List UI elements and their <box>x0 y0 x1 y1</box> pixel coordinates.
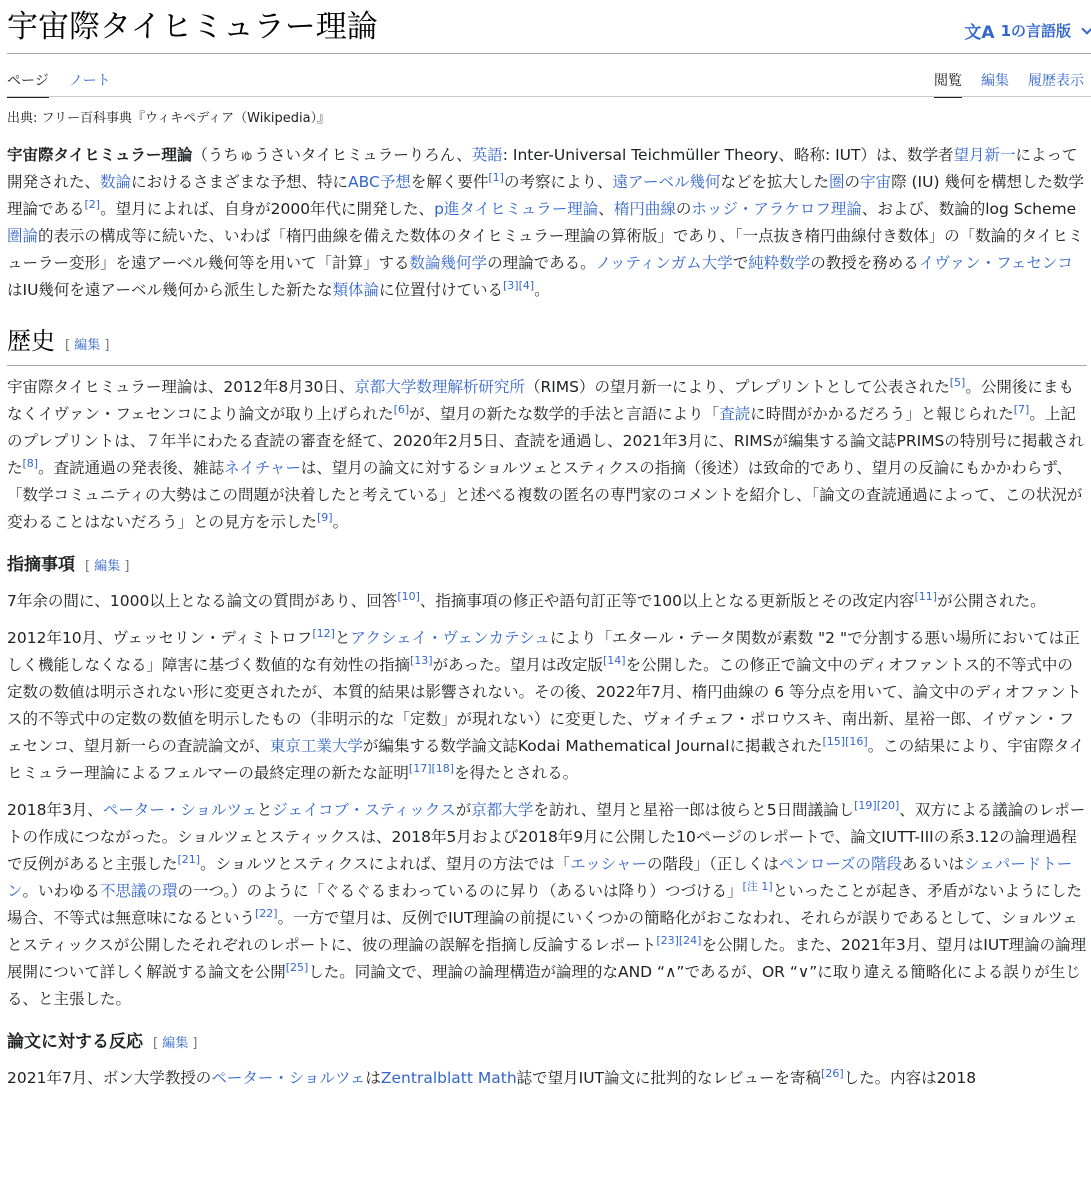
title-row <box>7 4 1091 54</box>
tab-read[interactable]: 閲覧 <box>934 70 962 98</box>
text-run: に時間がかかるだろう」と報じられた <box>750 405 1014 423</box>
citation[interactable] <box>915 590 938 603</box>
tab-history[interactable]: 履歴表示 <box>1028 73 1084 89</box>
citation-link[interactable]: [19][20] <box>854 798 900 812</box>
text-run: の <box>844 173 861 191</box>
bold-term: 宇宙際タイヒミュラー理論 <box>7 146 193 164</box>
article-link[interactable]: 査読 <box>719 405 751 423</box>
text-run: はIU幾何を遠アーベル幾何から派生した新たな <box>7 281 333 299</box>
article-link[interactable]: ホッジ・アラケロフ理論 <box>691 200 862 218</box>
tab-edit[interactable]: 編集 <box>981 73 1009 89</box>
citation[interactable] <box>286 961 309 974</box>
text-run: （うちゅうさいタイヒミュラーりろん、 <box>192 146 472 164</box>
text-run: 2012年10月、ヴェッセリン・ディミトロフ <box>7 629 313 647</box>
tab-page[interactable]: ページ <box>7 70 49 98</box>
citation-link[interactable]: [23][24] <box>656 933 702 947</box>
text-run: が公開された。 <box>937 592 1046 610</box>
text-run: 。ショルツとスティクスによれば、望月の方法では「 <box>200 855 571 873</box>
text-run: が編集する数学論文誌Kodai Mathematical Journalに掲載された <box>362 737 823 755</box>
citation[interactable] <box>410 654 433 667</box>
edit-section-link[interactable]: [ 編集 ] <box>65 338 110 353</box>
text-run: 宇宙際タイヒミュラー理論は、2012年8月30日、 <box>7 378 355 396</box>
article-link[interactable]: エッシャー <box>570 855 647 873</box>
citation[interactable] <box>255 907 278 920</box>
citation[interactable] <box>503 279 534 292</box>
text-run: 。いわゆる <box>22 882 101 900</box>
article-link[interactable]: ノッティンガム大学 <box>595 254 733 272</box>
citation[interactable] <box>397 590 420 603</box>
edit-link-text[interactable]: 編集 <box>74 338 101 353</box>
article-link[interactable]: ネイチャー <box>224 459 301 477</box>
citation[interactable] <box>178 853 201 866</box>
tabs-divider <box>7 96 1091 97</box>
text-run: 。 <box>534 281 550 299</box>
text-run: : Inter-Universal Teichmüller Theory、略称: IUT）は、数学者 <box>502 146 954 164</box>
text-run: の考察により、 <box>503 173 613 191</box>
text-run: があった。望月は改定版 <box>432 656 603 674</box>
text-run: といったことが起き、矛盾がないようにした場合、不等式は無意味になるという <box>7 882 1082 927</box>
issues-paragraph-3 <box>7 797 1087 1013</box>
citation[interactable] <box>656 934 701 947</box>
lead-paragraph <box>7 142 1087 304</box>
language-label: 1の言語版 <box>1000 22 1071 40</box>
text-run: 。一方で望月は、反例でIUT理論の前提にいくつかの簡略化がおこなわれ、それらが誤りであるとして、ショルツェとスティックスが公開したそれぞれのレポートに、彼の理論の誤解を指摘し反論するレポート <box>7 909 1078 954</box>
article-link[interactable]: 英語 <box>471 146 503 164</box>
text-run: が、望月の新たな数学的手法と言語により「 <box>409 405 720 423</box>
edit-link-text[interactable]: 編集 <box>162 1036 189 1051</box>
text-run: 。望月によれば、自身が2000年代に開発した、 <box>100 200 435 218</box>
page-tabs <box>7 70 1087 96</box>
text-run: を訪れ、望月と星裕一郎は彼らと5日間議論し <box>533 801 855 819</box>
citation[interactable] <box>603 654 626 667</box>
article-body <box>7 142 1087 1102</box>
article-link[interactable]: p進タイヒミュラー理論 <box>434 200 599 218</box>
article-link[interactable]: 望月新一 <box>953 146 1016 164</box>
citation-link[interactable]: [11] <box>914 589 938 603</box>
citation[interactable] <box>85 198 101 211</box>
text-run: 、指摘事項の修正や語句訂正等で100以上となる更新版とその改定内容 <box>419 592 915 610</box>
section-heading-history <box>7 324 1087 366</box>
citation[interactable] <box>743 880 773 893</box>
title-divider <box>7 53 1091 54</box>
text-run: の一つ。）のように「ぐるぐるまわっているのに昇り（あるいは降り）つづける」 <box>177 882 743 900</box>
text-run: が <box>455 801 472 819</box>
text-run: 。この結果により、宇宙際タイヒミュラー理論によるフェルマーの最終定理の新たな証明 <box>7 737 1085 782</box>
text-run: と <box>334 629 351 647</box>
text-run: （RIMS）の望月新一により、プレプリントとして公表された <box>524 378 950 396</box>
citation-link[interactable]: [3][4] <box>502 278 535 292</box>
citation-link[interactable]: [14] <box>602 653 626 667</box>
citation[interactable] <box>950 376 966 389</box>
text-run: 。公開後にまもなくイヴァン・フェセンコにより論文が取り上げられた <box>7 378 1074 423</box>
citation[interactable] <box>409 762 454 775</box>
page-title: 宇宙際タイヒミュラー理論 <box>7 9 378 45</box>
citation[interactable] <box>1014 403 1030 416</box>
citation-link[interactable]: [5] <box>949 375 966 389</box>
text-run: などを拡大した <box>720 173 830 191</box>
citation-link[interactable]: [7] <box>1013 402 1030 416</box>
article-link[interactable]: Zentralblatt Math <box>380 1069 517 1087</box>
text-run: 、および、数論的log Scheme <box>861 200 1077 218</box>
text-run: で <box>732 254 749 272</box>
section-title: 指摘事項 <box>7 555 75 575</box>
article-link[interactable]: ジェイコブ・スティックス <box>272 801 456 819</box>
text-run: 際 (IU) 幾何を構想した数学理論である <box>7 173 1084 218</box>
text-run: した。内容は2018 <box>843 1069 977 1087</box>
text-run: 。 <box>332 513 349 531</box>
text-run: によって開発された、 <box>7 146 1078 191</box>
text-run: 。査読通過の発表後、雑誌 <box>38 459 225 477</box>
text-run: の階段」（正しくは <box>647 855 779 873</box>
text-run: 。上記のプレプリントは、７年半にわたる査読の審査を経て、2020年2月5日、査読を通過し、2021年3月に、RIMSが編集する論文誌PRIMSの特別号に掲載された <box>7 405 1084 477</box>
article-link[interactable]: ペンローズの階段 <box>778 855 902 873</box>
citation[interactable] <box>823 735 868 748</box>
citation-link[interactable]: [12] <box>312 626 335 640</box>
text-run: 、 <box>598 200 614 218</box>
edit-section-link[interactable]: [ 編集 ] <box>153 1036 198 1051</box>
text-run: を公開した。この修正で論文中のディオファントス的不等式中の定数の数値は明示されない形に変更されたが、本質的結果は影響されない。その後、2022年7月、楕円曲線の 6 等分点を用いて、論文中のディオファントス的不等式中の定数の数値を明示したもの（非明示的な「定数」が現れない）に変更した、ヴォイチェフ・ポロウスキ、南出新、星裕一郎、イヴァン・フェセンコ、望月新一らの査読論文が、 <box>7 656 1082 755</box>
article-link[interactable]: ペーター・ショルツェ <box>211 1069 366 1087</box>
article-link[interactable]: ABC予想 <box>348 173 411 191</box>
article-link[interactable]: 楕円曲線 <box>613 200 676 218</box>
article-link[interactable]: 数論 <box>100 173 132 191</box>
text-run: あるいは <box>902 855 965 873</box>
citation-link[interactable]: [25] <box>285 960 309 974</box>
article-link[interactable]: 不思議の環 <box>100 882 178 900</box>
article-link[interactable]: 数論幾何学 <box>409 254 488 272</box>
text-run: の理論である。 <box>487 254 596 272</box>
citation[interactable] <box>23 457 39 470</box>
text-run: は、望月の論文に対するショルツェとスティクスの指摘（後述）は致命的であり、望月の反論にもかかわらず、「数学コミュニティの大勢はこの問題が決着したと考えている」と述べる複数の匿名の専門家のコメントを紹介し、「論文の査読通過によって、この状況が変わることはないだろう」との見方を示した <box>7 459 1083 531</box>
section-title: 歴史 <box>7 327 55 355</box>
citation-link[interactable]: [15][16] <box>822 734 868 748</box>
text-run: 2021年7月、ボン大学教授の <box>7 1069 212 1087</box>
citation-link[interactable]: [注 1] <box>742 879 773 893</box>
citation-link[interactable]: [6] <box>393 402 410 416</box>
text-run: は <box>365 1069 381 1087</box>
text-run: した。同論文で、理論の論理構造が論理的なAND “∧”であるが、OR “∨”に取り違える簡略化による誤りが生じる、と主張した。 <box>7 963 1081 1008</box>
article-link[interactable]: 遠アーベル幾何 <box>612 173 721 191</box>
text-run: の <box>675 200 692 218</box>
translate-icon: 文A <box>964 23 995 43</box>
article-link[interactable]: 宇宙 <box>860 173 892 191</box>
text-run: の教授を務める <box>810 254 919 272</box>
citation-link[interactable]: [2] <box>84 197 101 211</box>
citation[interactable] <box>821 1067 844 1080</box>
section-heading-issues <box>7 552 1087 580</box>
citation-link[interactable]: [17][18] <box>408 761 455 775</box>
citation-link[interactable]: [26] <box>821 1066 844 1080</box>
text-run: を公開した。また、2021年3月、望月はIUT理論の論理展開について詳しく解説する論文を公開 <box>7 936 1087 981</box>
article-link[interactable]: 純粋数学 <box>748 254 811 272</box>
history-paragraph <box>7 374 1087 536</box>
text-run: 誌で望月IUT論文に批判的なレビューを寄稿 <box>516 1069 822 1087</box>
text-run: により「エタール・テータ関数が素数 "2 "で分割する悪い場所においては正しく機能しなくなる」障害に基づく数値的な有効性の指摘 <box>7 629 1080 674</box>
text-run: と <box>256 801 273 819</box>
text-run: を得たとされる。 <box>454 764 579 782</box>
reaction-paragraph <box>7 1065 1087 1092</box>
text-run: を解く要件 <box>410 173 489 191</box>
edit-section-link[interactable]: [ 編集 ] <box>85 559 130 574</box>
chevron-down-icon <box>1081 23 1091 34</box>
text-run: 7年余の間に、1000以上となる論文の質問があり、回答 <box>7 592 398 610</box>
citation-link[interactable]: [8] <box>22 456 39 470</box>
citation-link[interactable]: [21] <box>177 852 201 866</box>
text-run: 、双方による議論のレポートの作成につながった。ショルツェとスティックスは、2018年5月および2018年9月に公開した10ページのレポートで、論文IUTT-IIIの系3.12の論理過程で反例があると主張した <box>7 801 1086 873</box>
article-link[interactable]: アクシェイ・ヴェンカテシュ <box>350 629 550 647</box>
citation[interactable] <box>488 171 504 184</box>
text-run: におけるさまざまな予想、特に <box>131 173 349 191</box>
citation-link[interactable]: [1] <box>488 170 504 184</box>
article-link[interactable]: イヴァン・フェセンコ <box>918 254 1073 272</box>
citation-link[interactable]: [13] <box>410 653 433 667</box>
section-title: 論文に対する反応 <box>7 1032 143 1052</box>
citation-link[interactable]: [22] <box>255 906 278 920</box>
tab-talk[interactable]: ノート <box>69 73 111 89</box>
citation-link[interactable]: [9] <box>317 510 333 524</box>
edit-link-text[interactable]: 編集 <box>94 559 121 574</box>
article-link[interactable]: 圏論 <box>7 227 39 245</box>
article-link[interactable]: シェパードトーン <box>7 855 1073 900</box>
language-button[interactable] <box>964 18 1091 43</box>
citation[interactable] <box>394 403 410 416</box>
issues-paragraph-2 <box>7 625 1087 787</box>
citation-link[interactable]: [10] <box>397 589 420 603</box>
text-run: 2018年3月、 <box>7 801 103 819</box>
article-link[interactable]: ペーター・ショルツェ <box>102 801 257 819</box>
article-link[interactable]: 圏 <box>829 173 845 191</box>
section-heading-reaction <box>7 1029 1087 1057</box>
source-line: 出典: フリー百科事典『ウィキペディア（Wikipedia）』 <box>7 111 331 126</box>
citation[interactable] <box>854 799 899 812</box>
article-link[interactable]: 京都大学数理解析研究所 <box>354 378 525 396</box>
citation[interactable] <box>312 627 335 640</box>
text-run: 的表示の構成等に続いた、いわば「楕円曲線を備えた数体のタイヒミュラー理論の算術版」であり、「一点抜き楕円曲線付き数体」の「数論的タイヒミューラー変形」を遠アーベル幾何等を用いて「計算」する <box>7 227 1084 272</box>
text-run: に位置付けている <box>378 281 503 299</box>
citation[interactable] <box>317 511 333 524</box>
article-link[interactable]: 類体論 <box>332 281 379 299</box>
article-link[interactable]: 京都大学 <box>471 801 534 819</box>
issues-paragraph-1 <box>7 588 1087 615</box>
article-link[interactable]: 東京工業大学 <box>269 737 363 755</box>
